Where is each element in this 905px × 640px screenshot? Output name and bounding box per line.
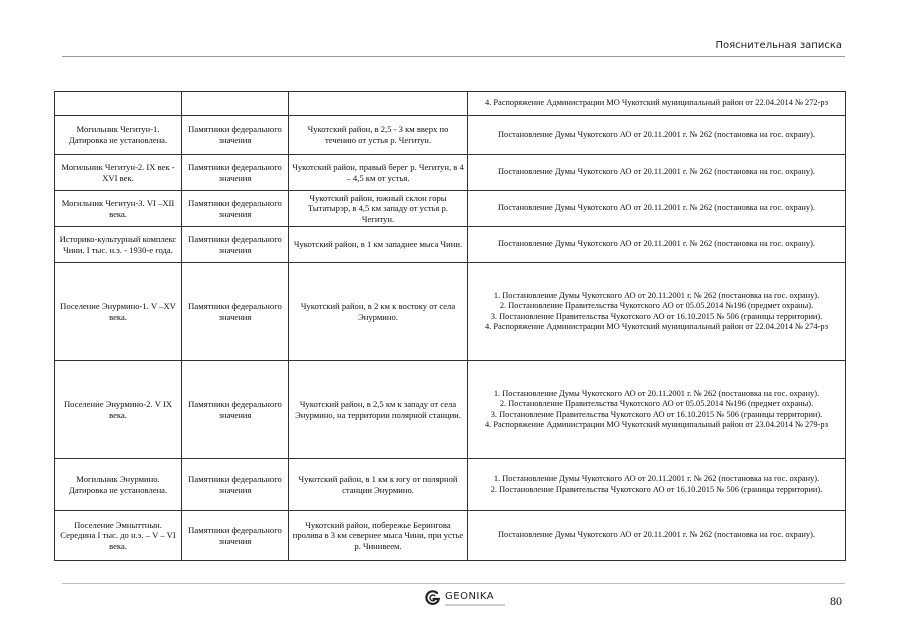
header-divider bbox=[62, 56, 845, 57]
table-row bbox=[55, 511, 846, 561]
documents-cell bbox=[468, 227, 846, 263]
logo-underline bbox=[445, 604, 505, 606]
location-cell bbox=[289, 92, 468, 116]
monument-name-cell: Поселение Эмныттнын. Середина I тыс. до н.э. – V – VI века. bbox=[55, 511, 182, 561]
table-row bbox=[55, 191, 846, 227]
table-row bbox=[55, 263, 846, 361]
table-row bbox=[55, 361, 846, 459]
monument-name-cell: Могильник Чегитун-1. Датировка не установлена. bbox=[55, 116, 182, 155]
monuments-table bbox=[54, 91, 846, 561]
status-cell: Памятники федерального значения bbox=[182, 227, 289, 263]
document-entry: Постановление Думы Чукотского АО от 20.11.2001 г. № 262 (постановка на гос. охрану). bbox=[498, 167, 815, 177]
monument-name-cell: Поселение Энурмино-1. V –XV века. bbox=[55, 263, 182, 361]
location-cell: Чукотский район, правый берег р. Чегитун, в 4 – 4,5 км от устья. bbox=[289, 155, 468, 191]
document-entry: 1. Постановление Думы Чукотского АО от 20.11.2001 г. № 262 (постановка на гос. охрану). bbox=[493, 474, 820, 483]
table-row bbox=[55, 459, 846, 511]
document-entry: 4. Распоряжение Администрации МО Чукотский муниципальный район от 23.04.2014 № 279-рз bbox=[484, 420, 829, 429]
document-entry: Постановление Думы Чукотского АО от 20.11.2001 г. № 262 (постановка на гос. охрану). bbox=[498, 530, 815, 540]
document-entry: 3. Постановление Правительства Чукотского АО от 16.10.2015 № 506 (границы территории). bbox=[490, 311, 823, 321]
documents-cell bbox=[468, 155, 846, 191]
documents-cell bbox=[468, 459, 846, 511]
status-cell: Памятники федерального значения bbox=[182, 263, 289, 361]
document-header-title: Пояснительная записка bbox=[715, 40, 842, 51]
logo-wordmark: GEONIKA bbox=[445, 590, 495, 602]
location-cell: Чукотский район, в 1 км западнее мыса Чини. bbox=[289, 227, 468, 263]
monument-name-cell: Могильник Чегитун-3. VI –XII века. bbox=[55, 191, 182, 227]
location-cell: Чукотский район, в 2 км к востоку от села Энурмино. bbox=[289, 263, 468, 361]
monument-name-cell: Могильник Энурмино. Датировка не установлена. bbox=[55, 459, 182, 511]
monument-name-cell: Могильник Чегитун-2. IX век - XVI век. bbox=[55, 155, 182, 191]
documents-cell bbox=[468, 92, 846, 116]
table-row bbox=[55, 116, 846, 155]
document-entry: 2. Постановление Правительства Чукотского АО от 16.10.2015 № 506 (границы территории). bbox=[490, 484, 823, 494]
status-cell: Памятники федерального значения bbox=[182, 155, 289, 191]
status-cell: Памятники федерального значения bbox=[182, 361, 289, 459]
table-row bbox=[55, 155, 846, 191]
page-number: 80 bbox=[830, 594, 842, 608]
document-entry: Постановление Думы Чукотского АО от 20.11.2001 г. № 262 (постановка на гос. охрану). bbox=[498, 129, 815, 139]
monument-name-cell bbox=[55, 92, 182, 116]
footer-divider bbox=[62, 583, 845, 584]
document-entry: 4. Распоряжение Администрации МО Чукотский муниципальный район от 22.04.2014 № 272-рз bbox=[484, 98, 829, 108]
document-entry: 3. Постановление Правительства Чукотского АО от 16.10.2015 № 506 (границы территории). bbox=[490, 409, 823, 419]
document-entry: 2. Постановление Правительства Чукотского АО от 05.05.2014 №196 (предмет охраны). bbox=[499, 399, 814, 408]
documents-cell bbox=[468, 116, 846, 155]
document-entry: Постановление Думы Чукотского АО от 20.11.2001 г. № 262 (постановка на гос. охрану). bbox=[498, 239, 815, 249]
document-entry: 2. Постановление Правительства Чукотского АО от 05.05.2014 №196 (предмет охраны). bbox=[499, 301, 814, 310]
location-cell: Чукотский район, в 2,5 - 3 км вверх по течению от устья р. Чегитун. bbox=[289, 116, 468, 155]
status-cell: Памятники федерального значения bbox=[182, 191, 289, 227]
status-cell: Памятники федерального значения bbox=[182, 459, 289, 511]
status-cell bbox=[182, 92, 289, 116]
location-cell: Чукотский район, в 1 км к югу от полярной станции Энурмино. bbox=[289, 459, 468, 511]
monument-name-cell: Поселение Энурмино-2. V IX века. bbox=[55, 361, 182, 459]
document-entry: 1. Постановление Думы Чукотского АО от 20.11.2001 г. № 262 (постановка на гос. охрану). bbox=[493, 290, 820, 300]
document-entry: Постановление Думы Чукотского АО от 20.11.2001 г. № 262 (постановка на гос. охрану). bbox=[498, 203, 815, 213]
document-entry: 4. Распоряжение Администрации МО Чукотский муниципальный район от 22.04.2014 № 274-рз bbox=[484, 322, 829, 331]
documents-cell bbox=[468, 263, 846, 361]
location-cell: Чукотский район, побережье Берингова пролива в 3 км севернее мыса Чини, при устье р. Чинивеем. bbox=[289, 511, 468, 561]
location-cell: Чукотский район, южный склон горы Тытатырэр, в 4,5 км западу от устья р. Чегитун. bbox=[289, 191, 468, 227]
location-cell: Чукотский район, в 2,5 км к западу от села Энурмино, на территории полярной станции. bbox=[289, 361, 468, 459]
table-row bbox=[55, 92, 846, 116]
documents-cell bbox=[468, 511, 846, 561]
document-entry: 1. Постановление Думы Чукотского АО от 20.11.2001 г. № 262 (постановка на гос. охрану). bbox=[493, 388, 820, 398]
company-logo bbox=[424, 589, 505, 607]
geonika-logo-icon bbox=[424, 589, 442, 607]
status-cell: Памятники федерального значения bbox=[182, 116, 289, 155]
documents-cell bbox=[468, 191, 846, 227]
monuments-table-body bbox=[55, 92, 846, 561]
monument-name-cell: Историко-культурный комплекс Чини. I тыс. н.э. - 1930-е года. bbox=[55, 227, 182, 263]
documents-cell bbox=[468, 361, 846, 459]
table-row bbox=[55, 227, 846, 263]
status-cell: Памятники федерального значения bbox=[182, 511, 289, 561]
